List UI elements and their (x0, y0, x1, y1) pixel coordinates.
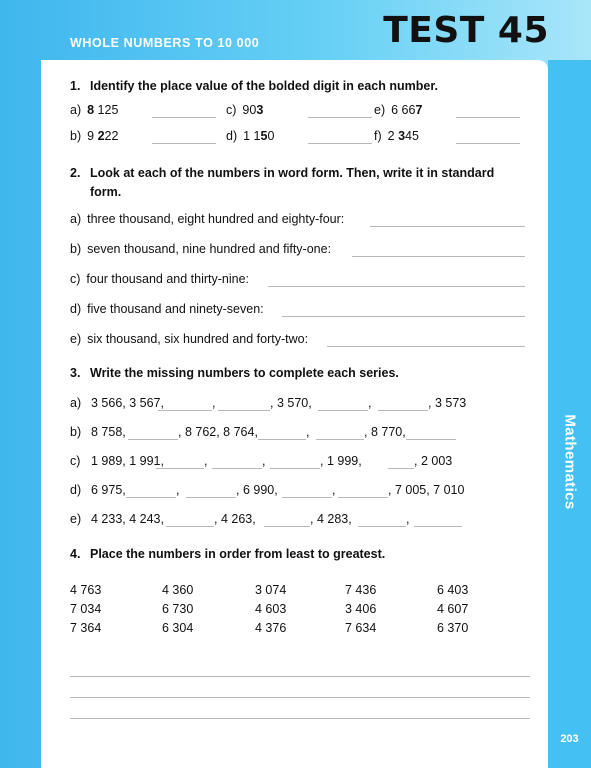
answer-line[interactable] (282, 316, 525, 317)
series-text: , 8 762, 8 764, (178, 425, 258, 439)
series-blank[interactable] (316, 439, 364, 440)
number-text: 22 (104, 129, 119, 143)
series-blank[interactable] (406, 439, 456, 440)
number-text: 6 66 (391, 103, 416, 117)
number-text: 45 (405, 129, 419, 143)
bolded-digit: 7 (415, 103, 423, 117)
item-label: d) (226, 129, 238, 143)
answer-line[interactable] (152, 117, 216, 118)
series-text: 8 758, (91, 425, 126, 439)
answer-line[interactable] (456, 143, 520, 144)
order-number: 6 304 (162, 621, 194, 635)
order-number: 6 730 (162, 602, 194, 616)
word-form-item (70, 242, 331, 256)
series-text: , (262, 454, 266, 468)
series-text: , (306, 425, 310, 439)
place-value-item (374, 129, 419, 143)
item-label: a) (70, 396, 82, 410)
question-number: 3. (70, 366, 81, 380)
order-number: 3 074 (255, 583, 287, 597)
series-text: 6 975, (91, 483, 126, 497)
question-number: 2. (70, 166, 81, 180)
word-form-item (70, 302, 264, 316)
question-4 (70, 545, 385, 564)
series-blank[interactable] (358, 526, 406, 527)
word-form-text: seven thousand, nine hundred and fifty-one: (87, 242, 332, 256)
place-value-item (70, 129, 118, 143)
item-label: d) (70, 483, 82, 497)
question-prompt: Identify the place value of the bolded digit in each number. (90, 79, 438, 93)
number-text: 1 1 (243, 129, 261, 143)
series-text: , 3 573 (428, 396, 467, 410)
number-text: 90 (242, 103, 257, 117)
item-label: c) (70, 454, 81, 468)
question-prompt-line1: Look at each of the numbers in word form. Then, write it in standard (90, 166, 495, 180)
series-text: , (368, 396, 372, 410)
word-form-item (70, 212, 344, 226)
order-number: 7 436 (345, 583, 377, 597)
series-text: , 4 263, (214, 512, 256, 526)
series-text: 1 989, 1 991, (91, 454, 164, 468)
place-value-item (374, 103, 422, 117)
series-text: , 2 003 (414, 454, 453, 468)
series-text: , (176, 483, 180, 497)
section-title: WHOLE NUMBERS TO 10 000 (70, 36, 260, 50)
question-number: 4. (70, 547, 81, 561)
answer-line[interactable] (268, 286, 525, 287)
answer-line[interactable] (352, 256, 525, 257)
answer-line[interactable] (308, 117, 372, 118)
subject-tab (548, 392, 591, 532)
header-bar (0, 0, 591, 58)
item-label: d) (70, 302, 82, 316)
answer-line[interactable] (370, 226, 525, 227)
order-number: 4 360 (162, 583, 194, 597)
bolded-digit: 8 (87, 103, 95, 117)
series-blank[interactable] (258, 439, 306, 440)
series-blank[interactable] (218, 410, 270, 411)
question-number: 1. (70, 79, 81, 93)
series-blank[interactable] (212, 468, 262, 469)
item-label: a) (70, 212, 82, 226)
item-label: e) (70, 332, 82, 346)
order-number: 4 603 (255, 602, 287, 616)
series-blank[interactable] (270, 468, 320, 469)
series-blank[interactable] (282, 497, 332, 498)
order-number: 3 406 (345, 602, 377, 616)
item-label: b) (70, 129, 82, 143)
answer-line[interactable] (70, 718, 530, 719)
item-label: e) (70, 512, 82, 526)
place-value-item (226, 103, 263, 117)
order-number: 7 364 (70, 621, 102, 635)
word-form-item (70, 332, 308, 346)
item-label: b) (70, 242, 82, 256)
question-2 (70, 164, 494, 202)
answer-line[interactable] (456, 117, 520, 118)
series-blank[interactable] (338, 497, 388, 498)
item-label: e) (374, 103, 386, 117)
number-text: 2 (387, 129, 399, 143)
bolded-digit: 2 (97, 129, 105, 143)
series-blank[interactable] (128, 439, 178, 440)
series-text: , 1 999, (320, 454, 362, 468)
number-text: 125 (94, 103, 119, 117)
item-label: c) (226, 103, 237, 117)
series-text: 3 566, 3 567, (91, 396, 164, 410)
question-prompt-line2: form. (90, 185, 122, 199)
series-text: , 6 990, (236, 483, 278, 497)
item-label: f) (374, 129, 382, 143)
series-blank[interactable] (166, 526, 214, 527)
series-text: , 3 570, (270, 396, 312, 410)
word-form-text: five thousand and ninety-seven: (87, 302, 264, 316)
order-number: 4 607 (437, 602, 469, 616)
series-blank[interactable] (264, 526, 310, 527)
item-label: b) (70, 425, 82, 439)
order-number: 4 376 (255, 621, 287, 635)
series-text: , (406, 512, 410, 526)
order-number: 4 763 (70, 583, 102, 597)
question-1 (70, 77, 438, 96)
series-blank[interactable] (158, 410, 212, 411)
word-form-item (70, 272, 249, 286)
subject-label: Mathematics (561, 414, 578, 510)
series-text: , (204, 454, 208, 468)
page-number: 203 (560, 733, 579, 745)
series-text: , 4 283, (310, 512, 352, 526)
word-form-text: six thousand, six hundred and forty-two: (87, 332, 309, 346)
item-label: c) (70, 272, 81, 286)
series-text: , (212, 396, 216, 410)
order-number: 7 634 (345, 621, 377, 635)
bolded-digit: 3 (398, 129, 406, 143)
order-number: 7 034 (70, 602, 102, 616)
series-blank[interactable] (186, 497, 236, 498)
series-blank[interactable] (414, 526, 462, 527)
bolded-digit: 5 (260, 129, 268, 143)
order-number: 6 370 (437, 621, 469, 635)
place-value-item (70, 103, 118, 117)
series-text: , 8 770, (364, 425, 406, 439)
answer-line[interactable] (308, 143, 372, 144)
series-blank[interactable] (378, 410, 428, 411)
answer-line[interactable] (70, 676, 530, 677)
series-blank[interactable] (156, 468, 204, 469)
series-blank[interactable] (318, 410, 368, 411)
question-prompt: Write the missing numbers to complete each series. (90, 366, 399, 380)
word-form-text: three thousand, eight hundred and eighty-four: (87, 212, 345, 226)
word-form-text: four thousand and thirty-nine: (86, 272, 250, 286)
place-value-item (226, 129, 274, 143)
question-3 (70, 364, 399, 383)
question-prompt: Place the numbers in order from least to greatest. (90, 547, 386, 561)
test-title: TEST 45 (383, 10, 549, 51)
series-blank[interactable] (126, 497, 176, 498)
series-blank[interactable] (388, 468, 414, 469)
answer-line[interactable] (70, 697, 530, 698)
answer-line[interactable] (152, 143, 216, 144)
order-number: 6 403 (437, 583, 469, 597)
series-text: 4 233, 4 243, (91, 512, 164, 526)
number-text: 0 (267, 129, 275, 143)
answer-line[interactable] (327, 346, 525, 347)
item-label: a) (70, 103, 82, 117)
bolded-digit: 3 (256, 103, 264, 117)
number-text: 9 (87, 129, 98, 143)
series-text: , 7 005, 7 010 (388, 483, 465, 497)
series-text: , (332, 483, 336, 497)
